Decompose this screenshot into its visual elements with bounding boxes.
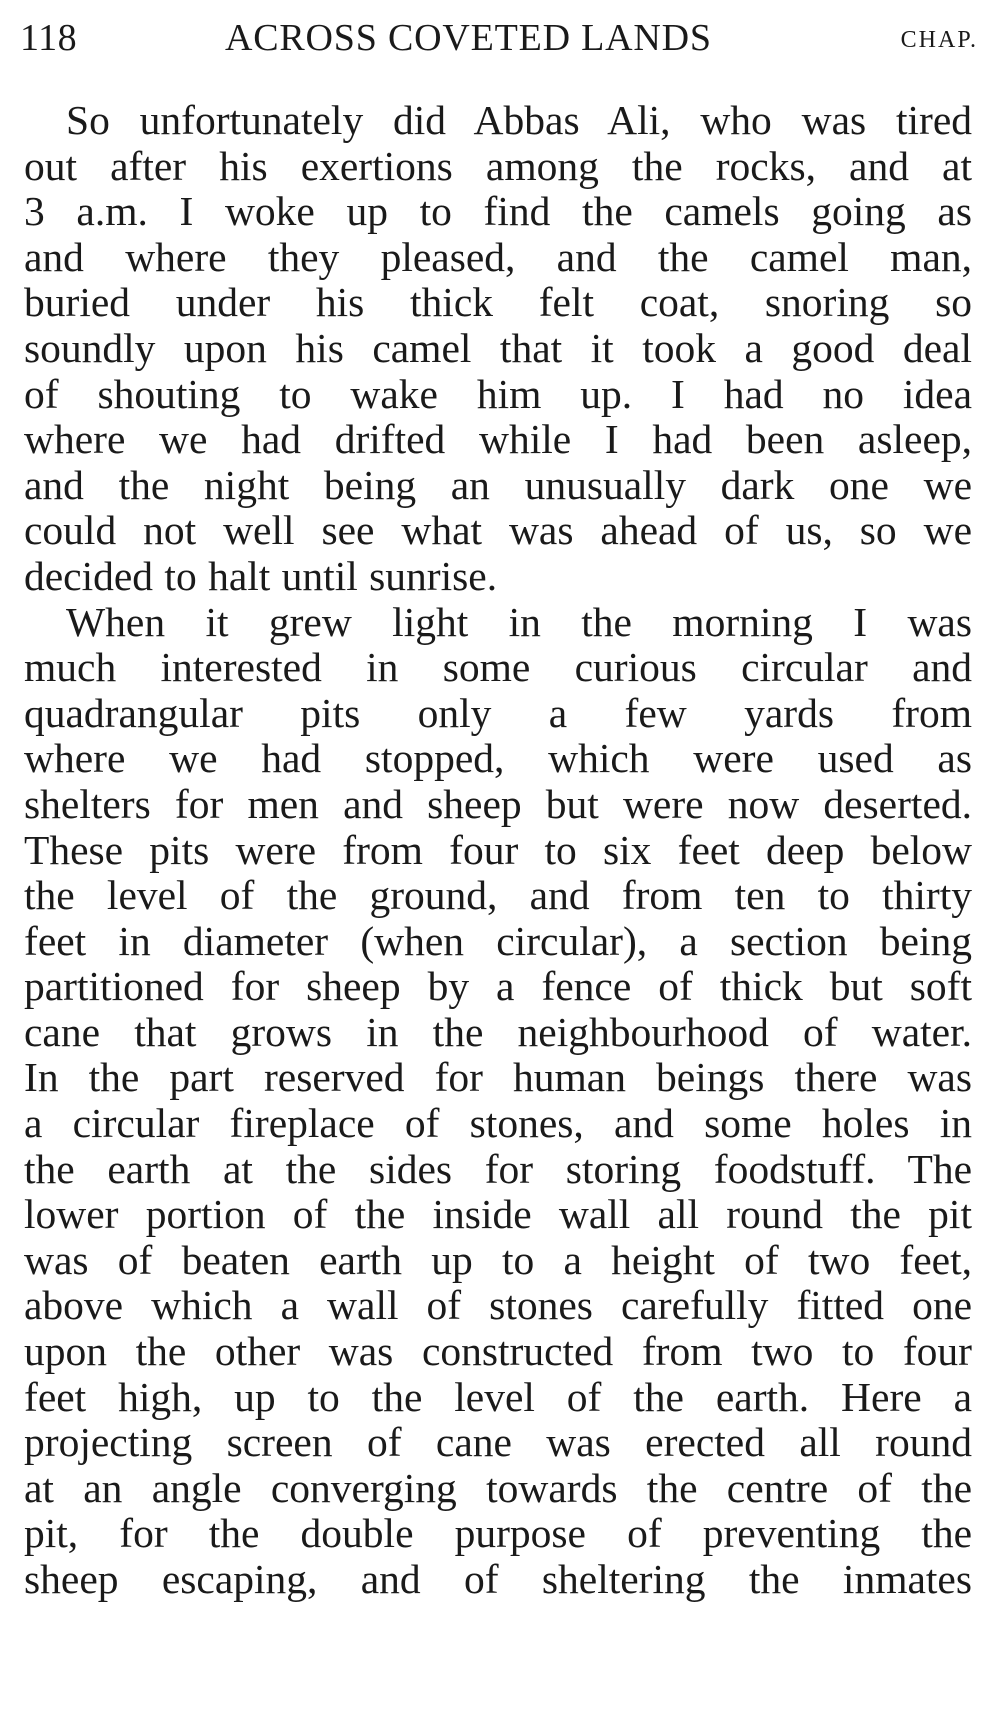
text-line: lower portion of the inside wall all round the pit bbox=[24, 1192, 972, 1238]
text-line: cane that grows in the neighbourhood of water. bbox=[24, 1009, 972, 1055]
text-line: soundly upon his camel that it took a good deal bbox=[24, 325, 972, 371]
body-text bbox=[24, 98, 972, 1603]
text-line: feet in diameter (when circular), a section being bbox=[24, 918, 972, 964]
text-line: In the part reserved for human beings there was bbox=[24, 1055, 972, 1101]
chapter-mark: CHAP. bbox=[900, 27, 978, 53]
text-line: When it grew light in the morning I was bbox=[66, 599, 972, 645]
text-line: So unfortunately did Abbas Ali, who was tired bbox=[66, 98, 972, 143]
text-line: where we had drifted while I had been asleep, bbox=[24, 417, 972, 463]
text-line: the earth at the sides for storing foodstuff. The bbox=[24, 1146, 972, 1192]
text-line: pit, for the double purpose of preventing the bbox=[24, 1511, 972, 1557]
text-line: buried under his thick felt coat, snoring so bbox=[24, 280, 972, 326]
text-line: sheep escaping, and of sheltering the inmates bbox=[24, 1557, 972, 1602]
text-line: of shouting to wake him up. I had no idea bbox=[24, 371, 972, 417]
text-line: out after his exertions among the rocks, and at bbox=[24, 143, 972, 189]
book-title: ACROSS COVETED LANDS bbox=[225, 17, 712, 59]
paragraph-1 bbox=[24, 98, 972, 600]
text-line: above which a wall of stones carefully fitted one bbox=[24, 1283, 972, 1329]
text-line: partitioned for sheep by a fence of thick but soft bbox=[24, 964, 972, 1010]
text-line: 3 a.m. I woke up to find the camels going as bbox=[24, 189, 972, 235]
text-line: was of beaten earth up to a height of two feet, bbox=[24, 1237, 972, 1283]
text-line: upon the other was constructed from two to four bbox=[24, 1329, 972, 1375]
text-line: at an angle converging towards the centre of the bbox=[24, 1465, 972, 1511]
text-line: and where they pleased, and the camel man, bbox=[24, 234, 972, 280]
text-line: could not well see what was ahead of us, so we bbox=[24, 508, 972, 554]
text-line: quadrangular pits only a few yards from bbox=[24, 690, 972, 736]
text-line: projecting screen of cane was erected all round bbox=[24, 1420, 972, 1466]
text-line: where we had stopped, which were used as bbox=[24, 736, 972, 782]
running-head bbox=[20, 16, 978, 66]
text-line: shelters for men and sheep but were now deserted. bbox=[24, 781, 972, 827]
page-number: 118 bbox=[20, 17, 78, 59]
text-line: These pits were from four to six feet deep below bbox=[24, 827, 972, 873]
text-line: the level of the ground, and from ten to thirty bbox=[24, 873, 972, 919]
text-line: much interested in some curious circular and bbox=[24, 645, 972, 691]
text-line: feet high, up to the level of the earth. Here a bbox=[24, 1374, 972, 1420]
paragraph-2 bbox=[24, 600, 972, 1603]
text-line: and the night being an unusually dark one we bbox=[24, 462, 972, 508]
text-line: decided to halt until sunrise. bbox=[24, 553, 498, 599]
text-line: a circular fireplace of stones, and some holes in bbox=[24, 1101, 972, 1147]
